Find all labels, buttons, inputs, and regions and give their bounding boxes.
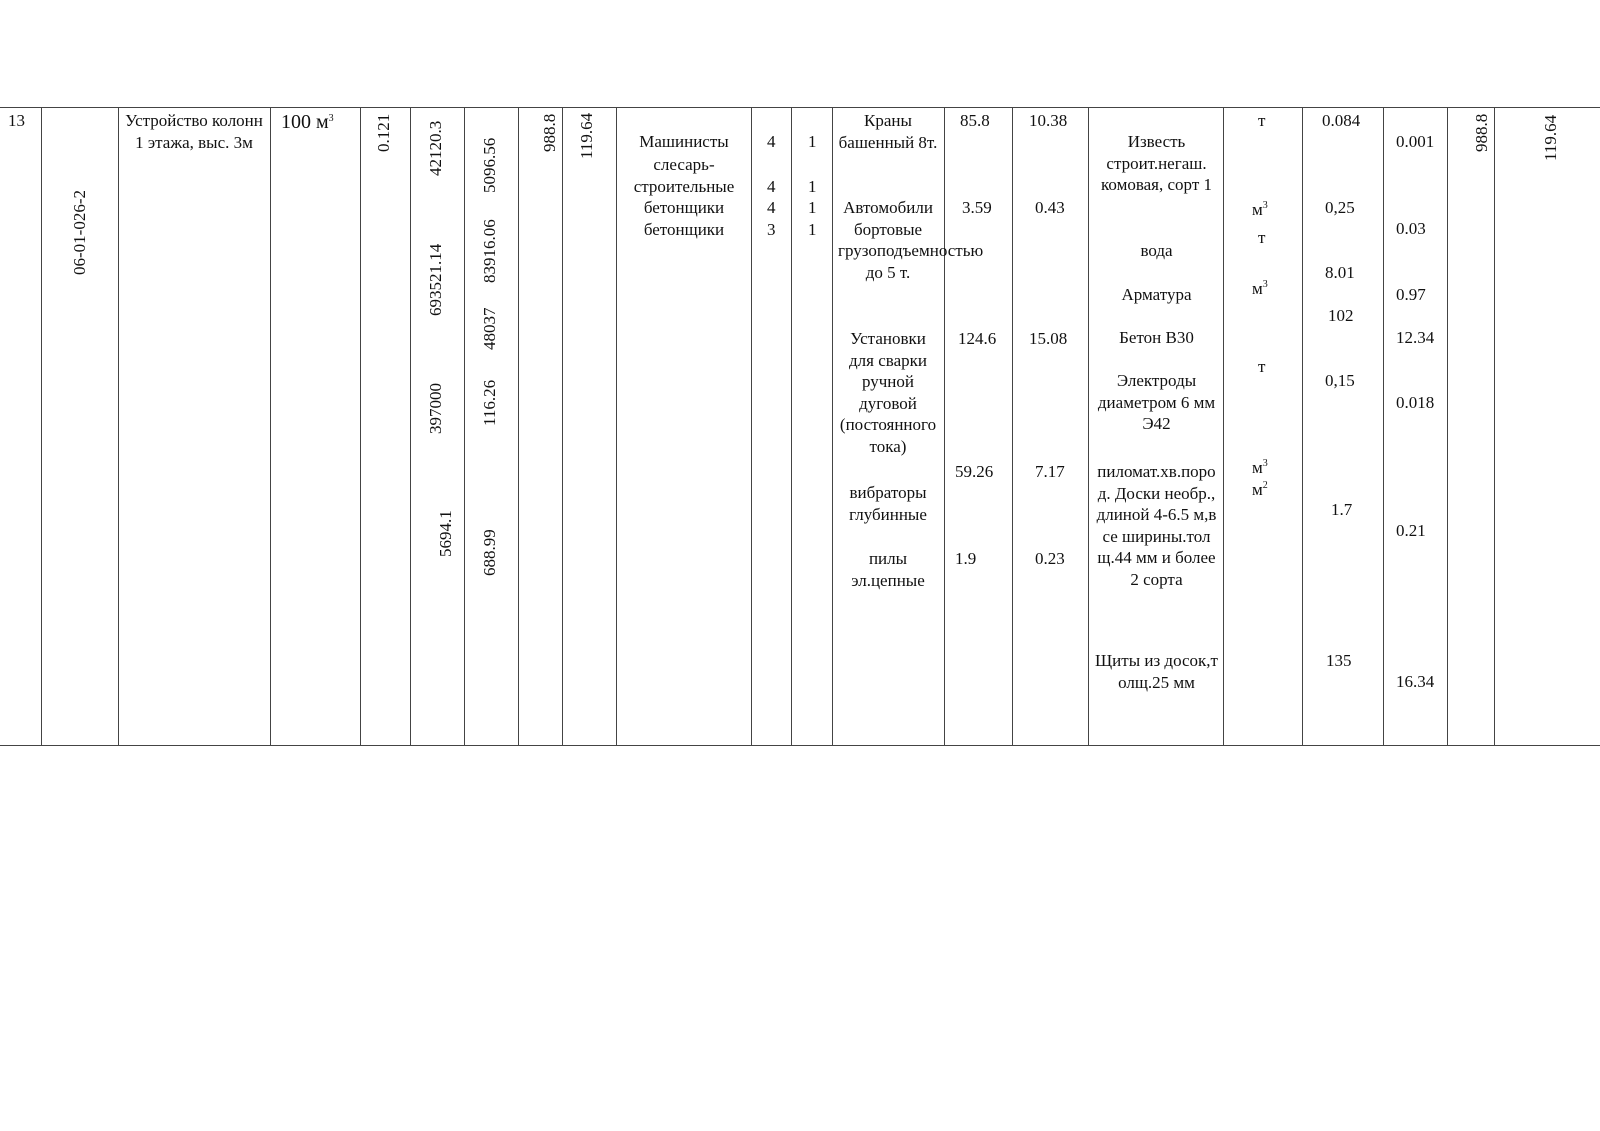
- material-norm: 1.7: [1331, 500, 1353, 519]
- material-unit: [1252, 479, 1268, 501]
- cost-value: 5694.1: [436, 510, 455, 557]
- row-number: 13: [8, 111, 25, 130]
- column-divider: [410, 107, 411, 745]
- worker-role: слесарь-строительные: [633, 155, 735, 196]
- worker-count: 1: [808, 198, 817, 217]
- machine-name: Автомобили бортовые грузоподъемностью до 5 т.: [838, 198, 984, 282]
- material-norm: 135: [1326, 651, 1352, 670]
- work-title: Устройство колонн 1 этажа, выс. 3м: [125, 111, 263, 152]
- column-divider: [562, 107, 563, 745]
- machine-norm: 1.9: [955, 549, 977, 568]
- measure-unit-sup: 3: [328, 113, 334, 124]
- table-top-border: [0, 107, 1600, 108]
- material-unit-text: м: [1252, 279, 1263, 298]
- material-name: Бетон В30: [1119, 328, 1194, 347]
- total-value: 688.99: [480, 529, 499, 576]
- worker-grade: 4: [767, 198, 776, 217]
- labor-norm: 988.8: [540, 113, 559, 152]
- column-divider: [1088, 107, 1089, 745]
- material-unit: т: [1258, 357, 1266, 376]
- column-divider: [41, 107, 42, 745]
- cost-value: 42120.3: [426, 120, 445, 176]
- material-unit: [1252, 457, 1268, 479]
- machine-total: 7.17: [1035, 462, 1065, 481]
- material-unit-sup: 2: [1262, 480, 1268, 491]
- column-divider: [360, 107, 361, 745]
- worker-role: бетонщики: [643, 198, 725, 217]
- material-unit-sup: 3: [1262, 279, 1268, 290]
- cost-value: 693521.14: [426, 243, 445, 316]
- material-unit-text: м: [1252, 200, 1263, 219]
- worker-count: 1: [808, 132, 817, 151]
- machine-name: вибраторы глубинные: [849, 483, 927, 524]
- worker-grade: 4: [767, 177, 776, 196]
- column-divider: [1383, 107, 1384, 745]
- worker-count: 1: [808, 220, 817, 239]
- column-divider: [464, 107, 465, 745]
- material-total: 0.001: [1396, 132, 1435, 151]
- cost-value: 397000: [426, 383, 445, 434]
- labor-total-repeat: 119.64: [1541, 114, 1560, 161]
- machine-norm: 59.26: [955, 462, 994, 481]
- material-unit: т: [1258, 228, 1266, 247]
- worker-count: 1: [808, 177, 817, 196]
- measure-unit: [281, 111, 334, 133]
- machine-name: Установки для сварки ручной дуговой (постоянного тока): [839, 329, 937, 456]
- machine-norm: 85.8: [960, 111, 990, 130]
- estimate-code: 06-01-026-2: [70, 190, 89, 275]
- total-value: 48037: [480, 307, 499, 350]
- column-divider: [1494, 107, 1495, 745]
- material-unit-sup: 3: [1262, 200, 1268, 211]
- material-unit-text: м: [1252, 458, 1263, 477]
- material-norm: 8.01: [1325, 263, 1355, 282]
- column-divider: [270, 107, 271, 745]
- machine-name: Краны башенный 8т.: [838, 111, 938, 152]
- machine-norm: 3.59: [962, 198, 992, 217]
- material-name: Щиты из досок,толщ.25 мм: [1095, 651, 1218, 692]
- material-name: Арматура: [1121, 285, 1192, 304]
- material-total: 0.21: [1396, 521, 1426, 540]
- total-value: 116.26: [480, 379, 499, 426]
- machine-name: пилы эл.цепные: [851, 549, 925, 590]
- material-unit: [1252, 199, 1268, 221]
- material-unit: [1252, 278, 1268, 300]
- worker-role: бетонщики: [643, 220, 725, 239]
- column-divider: [1012, 107, 1013, 745]
- material-norm: 0,15: [1325, 371, 1355, 390]
- material-unit-sup: 3: [1262, 458, 1268, 469]
- machine-norm: 124.6: [958, 329, 997, 348]
- column-divider: [751, 107, 752, 745]
- material-total: 0.97: [1396, 285, 1426, 304]
- material-name: Известь строит.негаш. комовая, сорт 1: [1101, 132, 1212, 195]
- material-name: вода: [1140, 241, 1173, 260]
- material-name: пиломат.хв.пород. Доски необр., длиной 4-6.5 м,все ширины.толщ.44 мм и более 2 сорта: [1096, 462, 1217, 589]
- material-norm: 102: [1328, 306, 1354, 325]
- total-value: 5096.56: [480, 137, 499, 193]
- column-divider: [1223, 107, 1224, 745]
- machine-total: 10.38: [1029, 111, 1068, 130]
- machine-total: 0.43: [1035, 198, 1065, 217]
- material-total: 16.34: [1396, 672, 1435, 691]
- column-divider: [944, 107, 945, 745]
- total-value: 83916.06: [480, 219, 499, 283]
- material-total: 0.03: [1396, 219, 1426, 238]
- worker-grade: 4: [767, 132, 776, 151]
- column-divider: [118, 107, 119, 745]
- labor-norm-repeat: 988.8: [1472, 113, 1491, 152]
- worker-role: Машинисты: [639, 132, 729, 151]
- measure-unit-text: 100 м: [281, 111, 329, 133]
- material-norm: 0.084: [1322, 111, 1361, 130]
- material-unit: т: [1258, 111, 1266, 130]
- material-norm: 0,25: [1325, 198, 1355, 217]
- table-bottom-border: [0, 745, 1600, 746]
- material-name: Электроды диаметром 6 мм Э42: [1097, 371, 1216, 434]
- quantity: 0.121: [374, 113, 393, 152]
- column-divider: [1302, 107, 1303, 745]
- material-unit-text: м: [1252, 480, 1263, 499]
- column-divider: [616, 107, 617, 745]
- labor-total: 119.64: [577, 112, 596, 159]
- material-total: 0.018: [1396, 393, 1435, 412]
- material-total: 12.34: [1396, 328, 1435, 347]
- column-divider: [791, 107, 792, 745]
- machine-total: 0.23: [1035, 549, 1065, 568]
- column-divider: [1447, 107, 1448, 745]
- worker-grade: 3: [767, 220, 776, 239]
- column-divider: [832, 107, 833, 745]
- machine-total: 15.08: [1029, 329, 1068, 348]
- column-divider: [518, 107, 519, 745]
